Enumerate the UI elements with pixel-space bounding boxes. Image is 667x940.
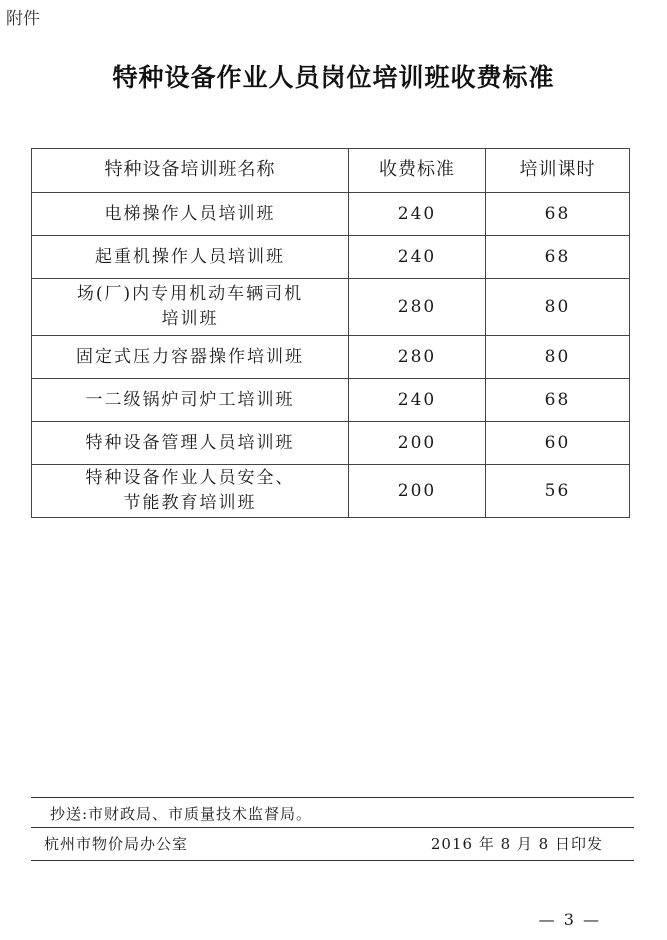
course-name-cell — [32, 193, 349, 236]
fee-cell: 240 — [349, 193, 486, 236]
table-row — [32, 422, 630, 465]
page-number: — 3 — — [538, 910, 601, 929]
issuing-office: 杭州市物价局办公室 — [44, 835, 189, 853]
fee-cell: 200 — [349, 465, 486, 518]
hours-cell: 56 — [486, 465, 630, 518]
hours-cell: 60 — [486, 422, 630, 465]
fee-standard-table — [31, 148, 630, 518]
course-name-line: 场(厂)内专用机动车辆司机 — [76, 284, 304, 305]
hours-cell: 80 — [486, 279, 630, 336]
fee-cell: 240 — [349, 379, 486, 422]
hours-cell: 68 — [486, 193, 630, 236]
column-header-course-name: 特种设备培训班名称 — [32, 149, 349, 193]
footer-middle-rule — [31, 827, 634, 828]
fee-cell: 280 — [349, 279, 486, 336]
column-header-fee: 收费标准 — [349, 149, 486, 193]
hours-cell: 68 — [486, 236, 630, 279]
table-header-row — [32, 149, 630, 193]
course-name-line: 起重机操作人员培训班 — [95, 246, 285, 267]
fee-cell: 280 — [349, 336, 486, 379]
table-row — [32, 193, 630, 236]
course-name-line: 特种设备管理人员培训班 — [85, 432, 295, 453]
hours-cell: 68 — [486, 379, 630, 422]
course-name-line: 节能教育培训班 — [123, 493, 257, 513]
hours-cell: 80 — [486, 336, 630, 379]
attachment-label: 附件 — [6, 9, 40, 29]
fee-cell: 240 — [349, 236, 486, 279]
course-name-cell — [32, 236, 349, 279]
footer-top-rule — [31, 797, 634, 798]
course-name-cell — [32, 379, 349, 422]
course-name-cell — [32, 336, 349, 379]
table-row — [32, 236, 630, 279]
footer-bottom-rule — [31, 860, 634, 861]
column-header-hours: 培训课时 — [486, 149, 630, 193]
fee-cell: 200 — [349, 422, 486, 465]
table-row — [32, 279, 630, 336]
table-row — [32, 336, 630, 379]
table-row — [32, 379, 630, 422]
table-row — [32, 465, 630, 518]
course-name-line: 固定式压力容器操作培训班 — [76, 346, 304, 367]
course-name-cell — [32, 465, 349, 518]
document-title: 特种设备作业人员岗位培训班收费标准 — [112, 63, 555, 92]
course-name-line: 电梯操作人员培训班 — [104, 203, 276, 224]
course-name-line: 培训班 — [161, 309, 219, 329]
course-name-line: 一二级锅炉司炉工培训班 — [85, 389, 295, 410]
course-name-cell — [32, 279, 349, 336]
course-name-line: 特种设备作业人员安全、 — [85, 468, 295, 489]
course-name-cell — [32, 422, 349, 465]
issue-date: 2016 年 8 月 8 日印发 — [430, 835, 603, 853]
cc-distribution-line: 抄送:市财政局、市质量技术监督局。 — [50, 805, 313, 823]
